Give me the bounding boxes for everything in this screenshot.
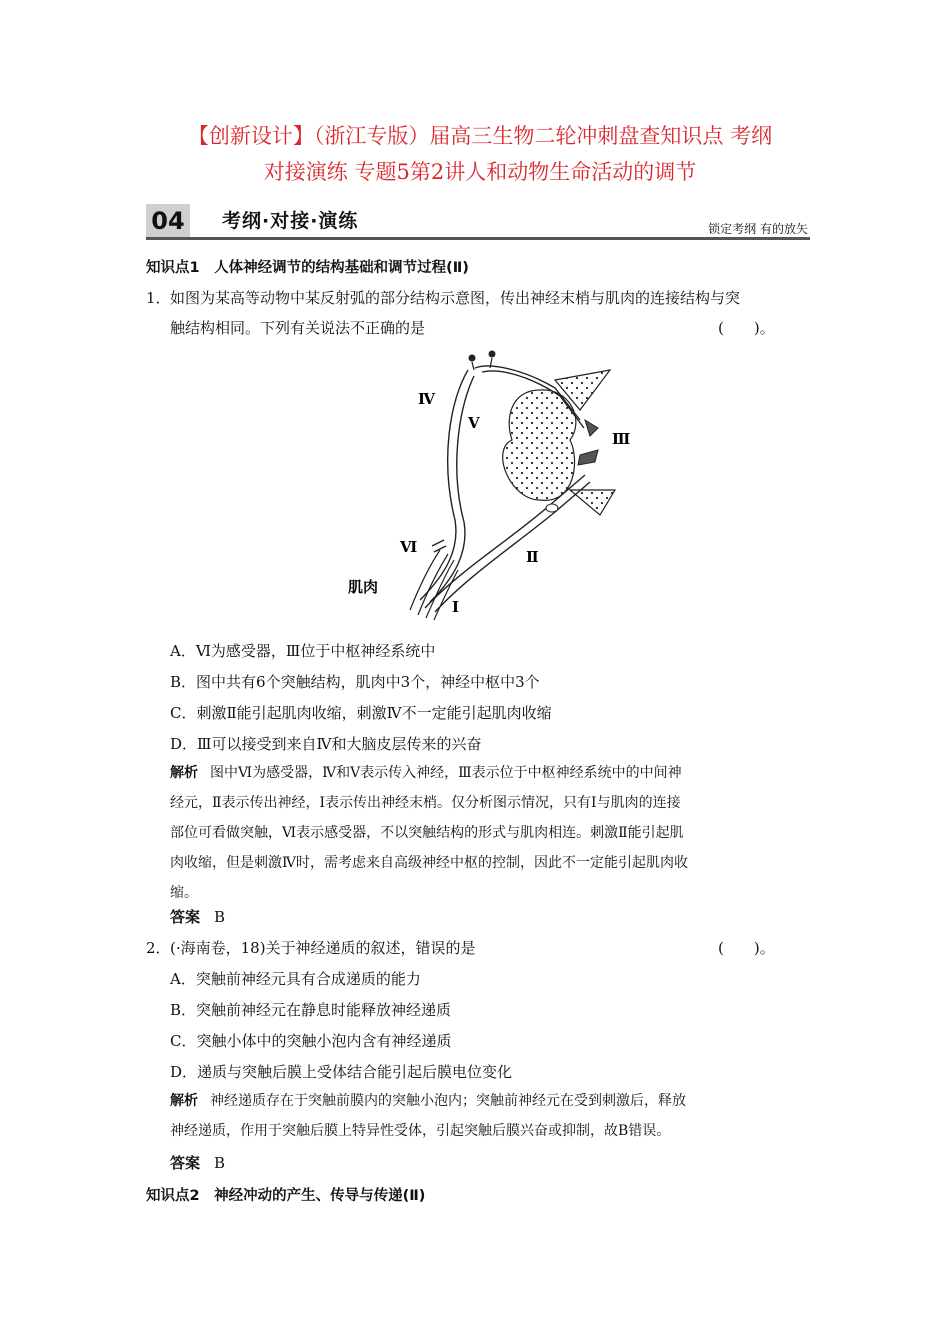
q1-option-b: B．图中共有6个突触结构，肌肉中3个，神经中枢中3个 (170, 673, 540, 691)
q1-option-d: D．Ⅲ可以接受到来自Ⅳ和大脑皮层传来的兴奋 (170, 735, 482, 753)
q2-answer-paren: ( )。 (718, 939, 775, 957)
knowledge-point-2: 知识点2 神经冲动的产生、传导与传递(Ⅱ) (146, 1188, 426, 1204)
q2-option-a: A．突触前神经元具有合成递质的能力 (170, 970, 421, 988)
q1-answer-label: 答案 (170, 908, 201, 926)
banner-heading: 考纲·对接·演练 (222, 210, 359, 232)
q2-option-b: B．突触前神经元在静息时能释放神经递质 (170, 1001, 452, 1019)
q2-option-c: C．突触小体中的突触小泡内含有神经递质 (170, 1032, 452, 1050)
q1-text-line-2: 触结构相同。下列有关说法不正确的是 (170, 319, 426, 337)
q1-option-c: C．刺激Ⅱ能引起肌肉收缩，刺激Ⅳ不一定能引起肌肉收缩 (170, 704, 552, 722)
q1-explanation-line-2: 经元，Ⅱ表示传出神经，Ⅰ表示传出神经末梢。仅分析图示情况，只有Ⅰ与肌肉的连接 (170, 795, 681, 811)
label-III: Ⅲ (612, 430, 631, 448)
label-V: Ⅴ (468, 414, 480, 432)
label-IV: Ⅳ (418, 390, 436, 408)
q1-number: 1． (146, 289, 171, 307)
knowledge-point-1: 知识点1 人体神经调节的结构基础和调节过程(Ⅱ) (146, 260, 469, 276)
label-I: Ⅰ (452, 598, 460, 616)
q2-answer-label: 答案 (170, 1154, 201, 1172)
label-II: Ⅱ (526, 548, 539, 566)
q1-option-a: A．Ⅵ为感受器，Ⅲ位于中枢神经系统中 (170, 642, 436, 660)
q2-option-d: D．递质与突触后膜上受体结合能引起后膜电位变化 (170, 1063, 513, 1081)
reflex-arc-figure (340, 340, 640, 630)
label-VI: Ⅵ (400, 538, 418, 556)
q2-explanation-label: 解析 (170, 1093, 198, 1109)
receptor-6 (432, 540, 446, 552)
title-line-2: 对接演练 专题5第2讲人和动物生命活动的调节 (263, 160, 697, 184)
interneuron-3b (578, 450, 598, 465)
q1-explanation-label: 解析 (170, 765, 198, 781)
q2-number: 2． (146, 939, 171, 957)
document-title (130, 118, 830, 190)
q1-explanation-line-4: 肉收缩，但是刺激Ⅳ时，需考虑来自高级神经中枢的控制，因此不一定能引起肌肉收 (170, 855, 688, 871)
q1-answer-paren: ( )。 (718, 319, 775, 337)
q2-explanation-line-1: 神经递质存在于突触前膜内的突触小泡内；突触前神经元在受到刺激后，释放 (210, 1093, 686, 1109)
q1-text-line-1: 如图为某高等动物中某反射弧的部分结构示意图，传出神经末梢与肌肉的连接结构与突 (170, 289, 741, 307)
banner-rule (146, 237, 810, 240)
q1-explanation (170, 758, 806, 908)
q1-explanation-line-3: 部位可看做突触，Ⅵ表示感受器，不以突触结构的形式与肌肉相连。刺激Ⅱ能引起肌 (170, 825, 684, 841)
interneuron-3 (585, 420, 598, 436)
section-banner (146, 204, 810, 244)
q2-explanation-line-2: 神经递质，作用于突触后膜上特异性受体，引起突触后膜兴奋或抑制，故B错误。 (170, 1123, 671, 1139)
q1-answer (170, 906, 225, 927)
banner-tagline: 锁定考纲 有的放矢 (708, 222, 808, 236)
title-line-1: 【创新设计】（浙江专版）届高三生物二轮冲刺盘查知识点 考纲 (187, 124, 773, 148)
nerve-ending-2 (489, 351, 496, 358)
q2-explanation (170, 1086, 806, 1146)
q1-explanation-line-1: 图中Ⅵ为感受器，Ⅳ和Ⅴ表示传入神经，Ⅲ表示位于中枢神经系统中的中间神 (210, 765, 682, 781)
q2-text: (·海南卷，18)关于神经递质的叙述，错误的是 (170, 939, 476, 957)
q2-answer-value: B (214, 1154, 226, 1172)
spinal-gray-matter (503, 390, 576, 500)
q1-answer-value: B (214, 908, 226, 926)
q2-answer (170, 1152, 225, 1173)
nerve-ending-1 (469, 355, 476, 362)
q1-explanation-line-5: 缩。 (170, 885, 198, 901)
label-muscle: 肌肉 (348, 578, 379, 596)
banner-number: 04 (146, 204, 190, 238)
